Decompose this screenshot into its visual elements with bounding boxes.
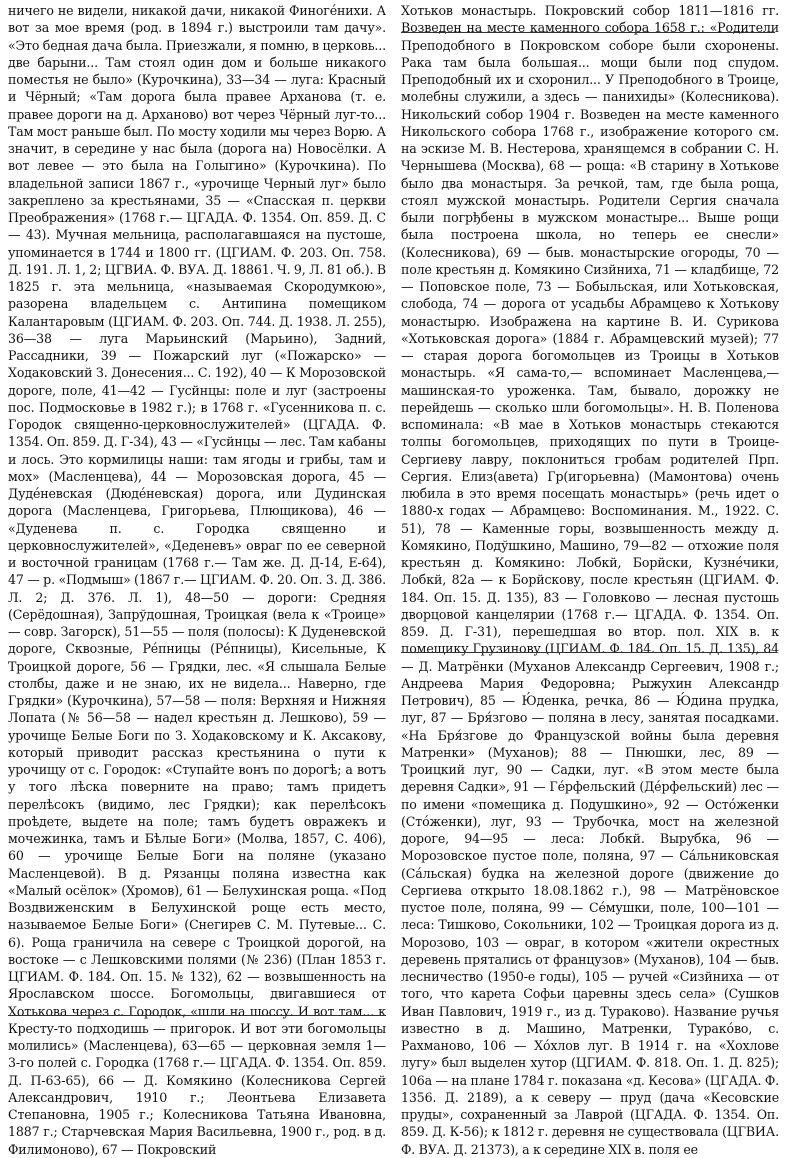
left-column [8,2,386,1158]
underline-rule-right-mid [401,652,775,653]
right-column [401,2,779,1158]
underline-rule-left-bottom [8,1015,386,1016]
underline-rule-right-top [401,32,775,33]
left-column-text: ничего не видели, никакой дачи, никакой Финогéнихи. А вот за мое время (род. в 1894 г.) выстроили там дачу». «Это бедная дача была. Приезжали, я помню, в церковь... две барыни... Там стоял один дом и больше никакого поместья не было» (Курочкина), 33—34 — луга: Красный и Чёрный; «Там дорога была правее Арханова (т. е. правее дороги на д. Арханово) вот через Чёрный луг-то... Там мост раньше был. По мосту ходили мы через Ворю. А значит, в середине у нас была (дорога на) Новосёлки. А вот левее — это была на Голыгино» (Курочкина). По владельной записи 1867 г., «урочище Черный луг» было закреплено за крестьянами, 35 — «Спасская п. церкви Преображения» (1768 г.— ЦГАДА. Ф. 1354. Оп. 859. Д. С — 43). Мучная мельница, располагавшаяся на пустоше, упоминается в 1744 и 1800 гг. (ЦГИАМ. Ф. 203. Оп. 758. Д. 191. Л. 1, 2; ЦГВИА. Ф. ВУА. Д. 18861. Ч. 9, Л. 81 об.). В 1825 г. эта мельница, «называемая Скородумкою», разорена владельцем с. Антипина помещиком Калантаровым (ЦГИАМ. Ф. 203. Оп. 744. Д. 1938. Л. 255), 36—38 — луга Марьинский (Марьино), Задний, Рассадники, 39 — Пожарский луг («Пожарско» — Ходаковский З. Донесения... С. 192), 40 — К Морозовской дороге, поле, 41—42 — Гусйнцы: поле и луг (застроены пос. Подмосковье в 1982 г.); в 1768 г. «Гусенникова п. с. Городок священно-церковнослужителей» (ЦГАДА. Ф. 1354. Оп. 859. Д. Г-34), 43 — «Гусйнцы — лес. Там кабаны и лось. Это кормилицы наши: там ягоды и грибы, там и мох» (Масленцева), 44 — Морозовская дорога, 45 — Дудéневская (Дюдéневская) дорога, или Дудинская дорога (Масленцева, Григорьева, Плющикова), 46 — «Дуденева п. с. Городка священно и церковнослужителей», «Деденевъ» овраг по ее северной и восточной границам (1768 г.— Там же. Д. Д-14, Е-64), 47 — р. «Подмыш» (1867 г.— ЦГИАМ. Ф. 20. Оп. 3. Д. 386. Л. 2; Д. 376. Л. 1), 48—50 — дороги: Средняя (Серёдошная), Запрўдошная, Троицкая (вела к «Троице» — совр. Загорск), 51—55 — поля (полосы): К Дуденевской дороге, Сквозные, Рéпницы (Рéпницы), Кисельные, К Троицкой дороге, 56 — Грядки, лес. «Я слышала Белые столбы, даже и не знаю, их не видела... Наверно, где Грядки» (Курочкина), 57—58 — поля: Верхняя и Нижняя Лопата (№ 56—58 — надел крестьян д. Лешково), 59 — урочище Белые Боги по З. Ходаковскому и К. Аксакову, который приводит рассказ крестьянина о пути к урочищу от с. Городок: «Ступайте вонъ по дорогѣ; а вотъ у того лѣска поверните на право; тамъ придетъ перелѣсокъ (видимо, лес Грядки); как перелѣсокъ проѣдете, выдете на поле; тамъ будетъ овражекъ и мочежинка, тамъ и Бѣлые Боги» (Молва, 1857, С. 406), 60 — урочище Белые Боги на поляне (указано Масленцевой). В д. Рязанцы поляна известна как «Малый осёлок» (Хромов), 61 — Белухинская роща. «Под Воздвиженским в Белухинской роще есть место, называемое Белые Боги» (Снегирев С. М. Путевые... С. 6). Роща граничила на севере с Троицкой дорогой, на востоке — с Лешковскими полями (№ 236) (План 1853 г. ЦГИАМ. Ф. 184. Оп. 15. № 132), 62 — возвышенность на Ярославском шоссе. Богомольцы, двигавшиеся от Хотькова через с. Городок, «шли на шоссу. И вот там... к Кресту-то подходишь — пригорок. И вот эти богомольцы молились» (Масленцева), 63—65 — церковная земля 1—3-го полей с. Городка (1768 г.— ЦГАДА. Ф. 1354. Оп. 859. Д. П-63-65), 66 — Д. Комякино (Колесникова Сергей Александрович, 1910 г.; Леонтьева Елизавета Степановна, 1905 г.; Колесникова Татьяна Ивановна, 1887 г.; Старчевская Мария Васильевна, 1900 г., род. в д. Филимоново), 67 — Покровский [8,3,386,1157]
right-column-text: Хотьков монастырь. Покровский собор 1811—1816 гг. Возведен на месте каменного собора 1658 г.: «Родители Преподобного в Покровском соборе были схоронены. Рака там была большая... мощи были под спудом. Преподобный их и схоронил... У Преподобного в Троице, молебны служили, а здесь — панихиды» (Колесникова). Никольский собор 1904 г. Возведен на месте каменного Никольского собора 1768 г., изображение которого см. на эскизе М. В. Нестерова, хранящемся в собрании С. Н. Чернышева (Москва), 68 — роща: «В старину в Хотькове было два монастыря. За речкой, там, где была роща, стоял мужской монастырь. Родители Сергия сначала были погрђбены в мужском монастыре... Выше рощи была построена школа, но теперь ее снесли» (Колесникова), 69 — быв. монастырские огороды, 70 — поле крестьян д. Комякино Сизйниха, 71 — кладбище, 72 — Поповское поле, 73 — Бобыльская, или Хотьковская, слобода, 74 — дорога от усадьбы Абрамцево к Хотькову монастырю. Изображена на картине В. И. Сурикова «Хотьковская дорога» (1884 г. Абрамцевский музей); 77 — старая дорога богомольцев из Троицы в Хотьков монастырь. «Я сама-то,— вспоминает Масленцева,— машинская-то уроженка. Там, бывало, дорожку не перейдешь — сколько шли богомольцы». Н. В. Поленова вспоминала: «В мае в Хотьков монастырь стекаются толпы богомольцев, приходящих по пути в Троице-Сергиеву лавру, поклониться гробам родителей Прп. Сергия. Елиз(авета) Гр(игорьевна) (Мамонтова) очень любила в это время посещать монастырь» (речь идет о 1880-х годах — Абрамцево: Воспоминания. М., 1922. С. 51), 78 — Каменные горы, возвышенность между д. Комякино, Подўшкино, Машино, 79—82 — отхожие поля крестьян д. Комякино: Лобкй, Борйски, Кузнéчики, Лобкй, 82а — к Борйскову, после крестьян (ЦГИАМ. Ф. 184. Оп. 15. Д. 135), 83 — Головково — лесная пустошь дворцовой канцелярии (1768 г.— ЦГАДА. Ф. 1354. Оп. 859. Д. Г-31), перешедшая во втор. пол. XIX в. к помещику Грузинову (ЦГИАМ. Ф. 184. Оп. 15. Д. 135), 84 — Д. Матрёнки (Муханов Александр Сергеевич, 1908 г.; Андреева Мария Федоровна; Рыжухин Александр Петрович), 85 — Ю́денка, речка, 86 — Ю́дина прудка, луг, 87 — Бря́згово — поляна в лесу, занятая посадками. «На Бря́згове до Французской войны была деревня Матренки» (Муханов); 88 — Пнюшки, лес, 89 — Троицкий луг, 90 — Садки, луг. «В этом месте была деревня Садки», 91 — Гéрфельский (Дéрфельский) лес — по имени «помещика д. Подушкино», 92 — Остóженки (Стóженки), луг, 93 — Трубочка, мост на железной дороге, 94—95 — леса: Лобкй. Вырубка, 96 — Морозовское пустое поле, поляна, 97 — Сáльниковская (Сáльская) будка на железной дороге (движение до Сергиева открыто 18.08.1862 г.), 98 — Матрёновское пустое поле, поляна, 99 — Сéмушки, поле, 100—101 — леса: Тишково, Сокольники, 102 — Троицкая дорога из д. Морозово, 103 — овраг, в котором «жители окрестных деревень прятались от французов» (Муханов), 104 — быв. лесничество (1950-е годы), 105 — ручей «Сизйниха — от того, что карета Софьи царевны здесь села» (Сушков Иван Павлович, 1919 г., из д. Тураково). Название ручья известно в д. Машино, Матренки, Туракóво, с. Рахманово, 106 — Хóхлов луг. В 1914 г. на «Хохлове лугу» был выделен хутор (ЦГИАМ. Ф. 818. Оп. 1. Д. 825); 106а — на плане 1784 г. показана «д. Кесова» (ЦГАДА. Ф. 1356. Д. 2189), а к северу — пруд (дача «Кесовские пруды», сохраненный за Лаврой (ЦГАДА. Ф. 1354. Оп. 859. Д. К-56); к 1812 г. деревня не существовала (ЦГВИА. Ф. ВУА. Д. 21373), а к середине XIX в. поля ее [401,3,779,1157]
